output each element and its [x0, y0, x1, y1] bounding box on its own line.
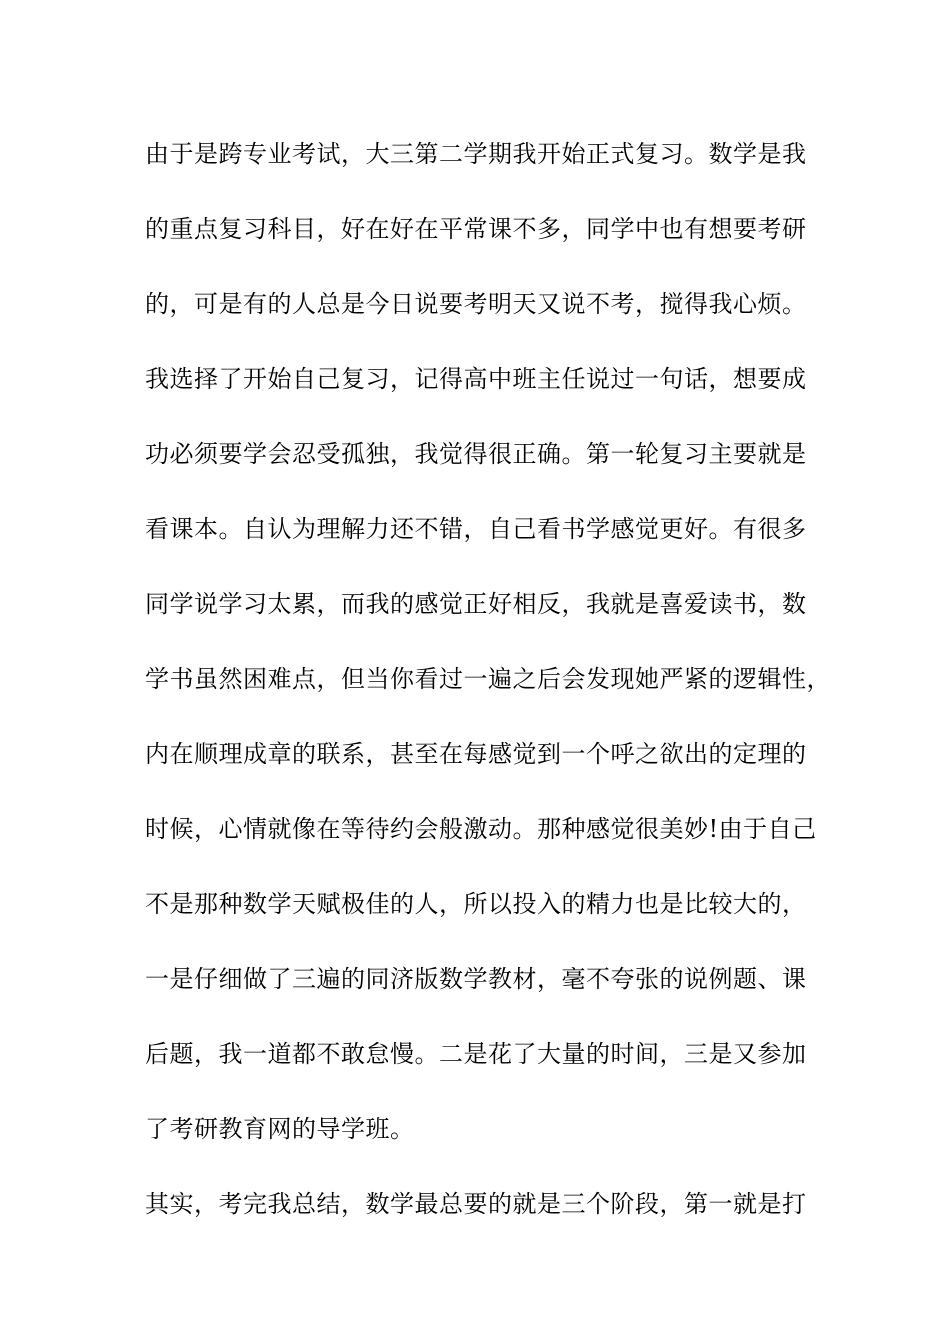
text-line: 后题，我一道都不敢怠慢。二是花了大量的时间，三是又参加 [145, 1040, 807, 1068]
text-line: 内在顺理成章的联系，甚至在每感觉到一个呼之欲出的定理的 [145, 740, 807, 768]
text-line: 由于是跨专业考试，大三第二学期我开始正式复习。数学是我 [145, 140, 807, 168]
text-line: 了考研教育网的导学班。 [145, 1115, 415, 1143]
text-line: 我选择了开始自己复习，记得高中班主任说过一句话，想要成 [145, 365, 807, 393]
text-line: 学书虽然困难点，但当你看过一遍之后会发现她严紧的逻辑性， [145, 665, 831, 693]
text-line: 一是仔细做了三遍的同济版数学教材，毫不夸张的说例题、课 [145, 965, 807, 993]
text-line: 的重点复习科目，好在好在平常课不多，同学中也有想要考研 [145, 215, 807, 243]
text-line: 功必须要学会忍受孤独，我觉得很正确。第一轮复习主要就是 [145, 440, 807, 468]
text-line: 不是那种数学天赋极佳的人，所以投入的精力也是比较大的， [145, 890, 807, 918]
text-line: 看课本。自认为理解力还不错，自己看书学感觉更好。有很多 [145, 515, 807, 543]
text-line: 时候，心情就像在等待约会般激动。那种感觉很美妙!由于自己 [145, 815, 817, 843]
text-line: 同学说学习太累，而我的感觉正好相反，我就是喜爱读书，数 [145, 590, 807, 618]
text-line: 其实，考完我总结，数学最总要的就是三个阶段，第一就是打 [145, 1190, 807, 1218]
text-line: 的，可是有的人总是今日说要考明天又说不考，搅得我心烦。 [145, 290, 807, 318]
